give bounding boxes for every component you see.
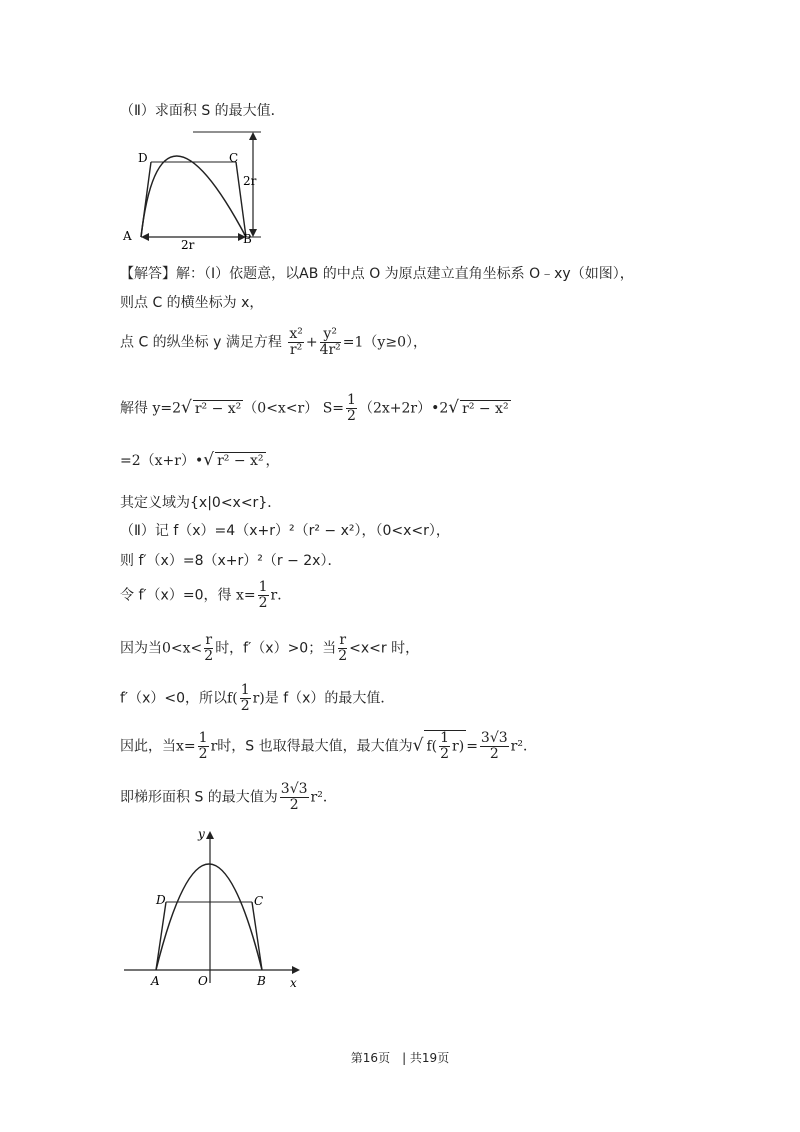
label-x: x [290,976,297,990]
solution-line-5 [120,450,280,470]
equation: x= [176,738,196,755]
numerator: 3√3 [280,781,308,797]
label-D: D [138,151,148,165]
side-BC [252,902,262,970]
arch-curve [141,156,246,237]
equation: r． [270,587,292,604]
label-A: A [151,974,160,988]
solution-line-12 [120,730,537,762]
numerator: x² [289,326,303,342]
solution-line-7: （Ⅱ）记 f（x）=4（x+r）²（r² − x²），（0<x<r）， [120,523,450,539]
equation: r²． [310,789,337,806]
label-C: C [229,151,239,165]
equation: r²． [510,738,537,755]
arrow-head-left [141,233,149,241]
label-C: C [254,894,264,908]
text: 点 C 的纵坐标 y 满足方程 [120,334,282,351]
radicand: r² − x² [194,400,242,417]
function: f( [227,690,238,707]
label-B: B [257,974,266,988]
solution-line-8: 则 f′（x）=8（x+r）²（r − 2x）． [120,553,342,569]
denominator: 2 [489,746,499,762]
solution-line-3 [120,327,427,358]
numerator: 1 [198,730,208,746]
fraction [288,327,304,358]
numerator: 1 [347,392,356,408]
denominator: 2 [440,746,450,762]
radicand: r² − x² [462,400,509,417]
label-A: A [123,229,132,243]
solution-line-6: 其定义域为{x|0<x<r}． [120,495,282,511]
numerator: 1 [258,579,268,595]
fraction-half [346,393,357,424]
text: f′（x）<0，所以 [120,690,228,707]
label-height: 2r [243,174,257,188]
domain-condition: （0<x<r） [243,400,319,417]
equation: r [210,738,218,755]
radical-sign: √ [181,397,192,418]
function: f( [426,738,438,755]
text: 即梯形面积 S 的最大值为 [120,789,278,806]
text: 时，f′（x）>0；当 [215,640,337,657]
equation-rest: =1（y≥0）， [342,334,427,351]
text: 令 f′（x）=0，得 [120,587,232,604]
fraction-max [480,731,509,762]
solution-line-2: 则点 C 的横坐标为 x， [120,295,264,311]
denominator: 2 [204,648,214,664]
solution-line-11 [120,683,394,714]
label-y: y [198,827,205,841]
denominator: 2 [198,746,208,762]
fraction-r-over-2 [338,633,347,664]
radical-sign: √ [203,450,215,470]
numerator: r [339,632,347,648]
fraction-half [258,580,269,611]
label-width: 2r [181,238,195,250]
solution-line-13 [120,782,337,813]
text: <x<r 时， [349,640,420,657]
figure-coordinate-arch [118,825,308,995]
solution-line-4 [120,393,511,424]
part2-title: （Ⅱ）求面积 S 的最大值． [120,103,285,119]
equation: （2x+2r）•2 [358,400,449,417]
fraction [320,327,341,358]
radicand [424,730,466,762]
label-D: D [156,893,166,907]
denominator: 2 [338,648,348,664]
label-O: O [198,974,208,988]
numerator: y² [320,327,341,343]
equation: S= [322,400,345,417]
text: 解得 [120,400,148,417]
denominator: 2 [347,408,356,424]
solution-line-9 [120,580,291,611]
arch-curve [156,864,262,970]
function: r) [252,690,265,707]
numerator: 3√3 [480,730,508,746]
equation: x= [235,587,256,604]
inequality: 0<x< [162,640,203,657]
denominator: 4r² [319,342,341,358]
text: 因为当 [120,640,162,657]
operator: = [466,738,478,755]
fraction-half [439,731,450,762]
figure-arch-with-dimensions [118,125,278,250]
label-B: B [243,232,252,246]
fraction-half [240,683,251,714]
denominator: 2 [240,698,250,714]
fraction-r-over-2 [204,633,213,664]
text: 时，S 也取得最大值，最大值为 [217,738,413,755]
function: r) [452,738,465,755]
punctuation: ， [265,453,280,469]
fraction-max [280,782,309,813]
equation: y=2 [152,400,181,417]
denominator: r² [289,342,303,358]
radical-sign: √ [412,735,424,756]
equation: =2（x+r）• [120,453,204,469]
fraction-half [198,731,209,762]
arrow-head-up [249,132,257,140]
solution-line-1: 【解答】解：（Ⅰ）依题意，以AB 的中点 O 为原点建立直角坐标系 O﹣xy（如图）， [120,266,634,282]
denominator: 2 [258,595,268,611]
operator: + [305,334,318,351]
numerator: 1 [240,682,250,698]
side-AD [141,162,151,237]
y-axis-arrow [206,831,214,839]
x-axis-arrow [292,966,300,974]
numerator: r [205,632,213,648]
side-AD [156,902,166,970]
radical-sign: √ [448,397,460,418]
text: 是 f（x）的最大值． [264,690,395,707]
denominator: 2 [289,797,299,813]
radicand: r² − x² [217,453,264,469]
solution-line-10 [120,633,419,664]
text: 因此，当 [120,738,176,755]
page-footer: 第16页 | 共19页 [350,1051,450,1065]
numerator: 1 [440,730,450,746]
